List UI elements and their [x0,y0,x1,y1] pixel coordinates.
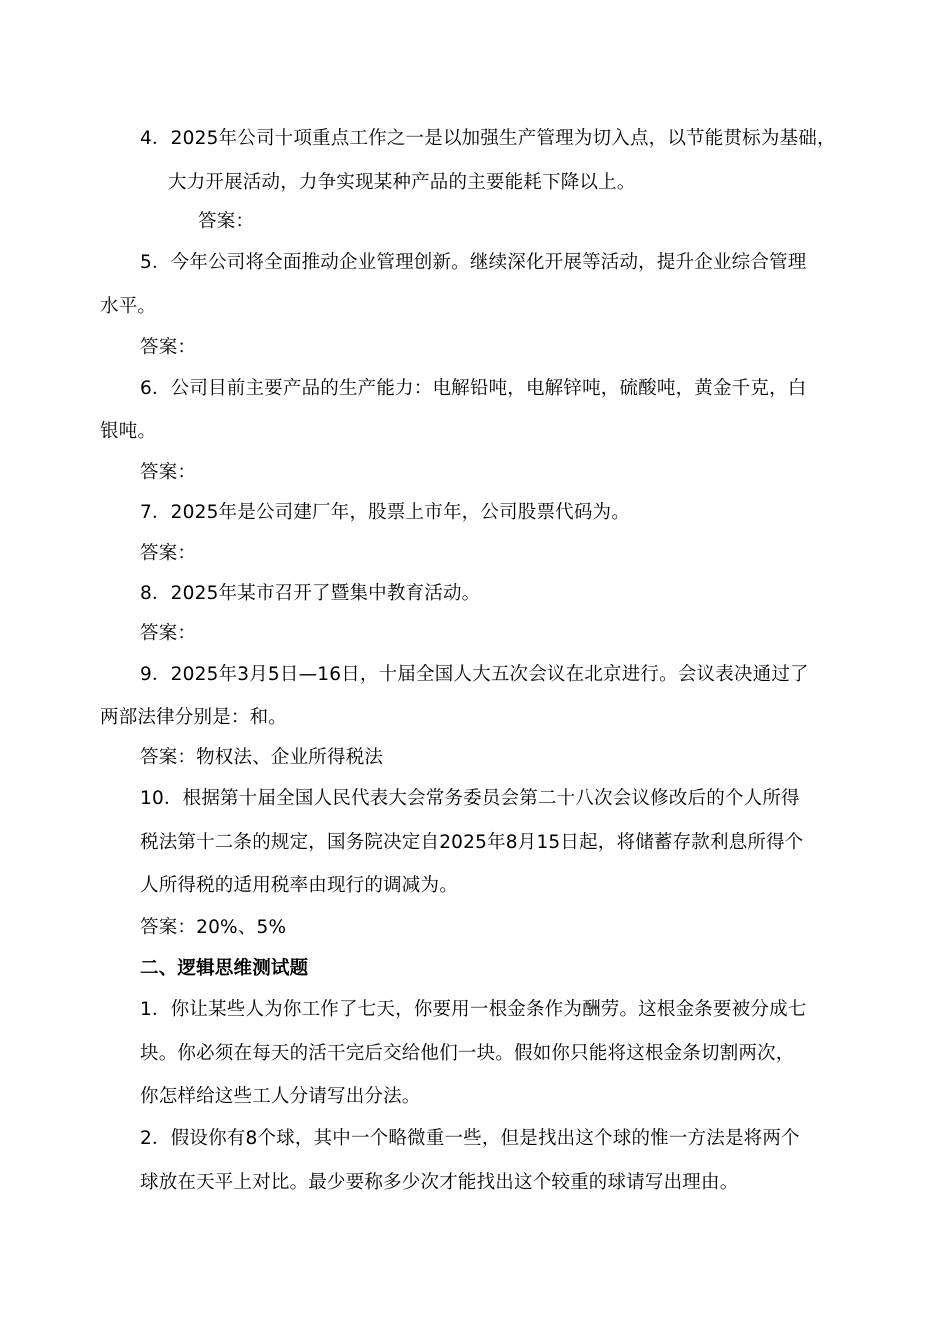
logic-question-2-line-1: 2．假设你有8个球，其中一个略微重一些，但是找出这个球的惟一方法是将两个 [140,1128,800,1149]
logic-question-1-line-1: 1．你让某些人为你工作了七天，你要用一根金条作为酬劳。这根金条要被分成七 [140,999,807,1020]
logic-question-1-line-2: 块。你必须在每天的活干完后交给他们一块。假如你只能将这根金条切割两次， [140,1043,795,1064]
question-6-line-1: 6．公司目前主要产品的生产能力：电解铅吨，电解锌吨，硫酸吨，黄金千克，白 [140,378,807,399]
question-10-line-2: 税法第十二条的规定，国务院决定自2025年8月15日起，将储蓄存款利息所得个 [140,832,804,853]
question-9-answer: 答案：物权法、企业所得税法 [140,747,384,768]
question-4-answer: 答案： [198,211,255,232]
logic-question-2-line-2: 球放在天平上对比。最少要称多少次才能找出这个较重的球请写出理由。 [140,1172,739,1193]
question-10-answer: 答案：20%、5% [140,917,287,938]
question-8-line-1: 8．2025年某市召开了暨集中教育活动。 [140,583,481,604]
logic-question-1-line-3: 你怎样给这些工人分请写出分法。 [140,1086,421,1107]
question-10-line-1: 10．根据第十届全国人民代表大会常务委员会第二十八次会议修改后的个人所得 [140,788,800,809]
question-4-line-1: 4．2025年公司十项重点工作之一是以加强生产管理为切入点，以节能贯标为基础， [140,128,836,149]
question-7-answer: 答案： [140,543,197,564]
question-9-line-1: 9．2025年3月5日—16日，十届全国人大五次会议在北京进行。会议表决通过了 [140,664,809,685]
question-6-line-2: 银吨。 [100,421,157,442]
section-2-heading: 二、逻辑思维测试题 [140,958,309,979]
question-7-line-1: 7．2025年是公司建厂年，股票上市年，公司股票代码为。 [140,502,630,523]
question-6-answer: 答案： [140,462,197,483]
question-9-line-2: 两部法律分别是：和。 [100,707,288,728]
question-8-answer: 答案： [140,623,197,644]
question-5-line-1: 5．今年公司将全面推动企业管理创新。继续深化开展等活动，提升企业综合管理 [140,252,807,273]
question-10-line-3: 人所得税的适用税率由现行的调减为。 [140,875,458,896]
question-5-answer: 答案： [140,337,197,358]
question-4-line-2: 大力开展活动，力争实现某种产品的主要能耗下降以上。 [168,172,636,193]
question-5-line-2: 水平。 [100,296,157,317]
